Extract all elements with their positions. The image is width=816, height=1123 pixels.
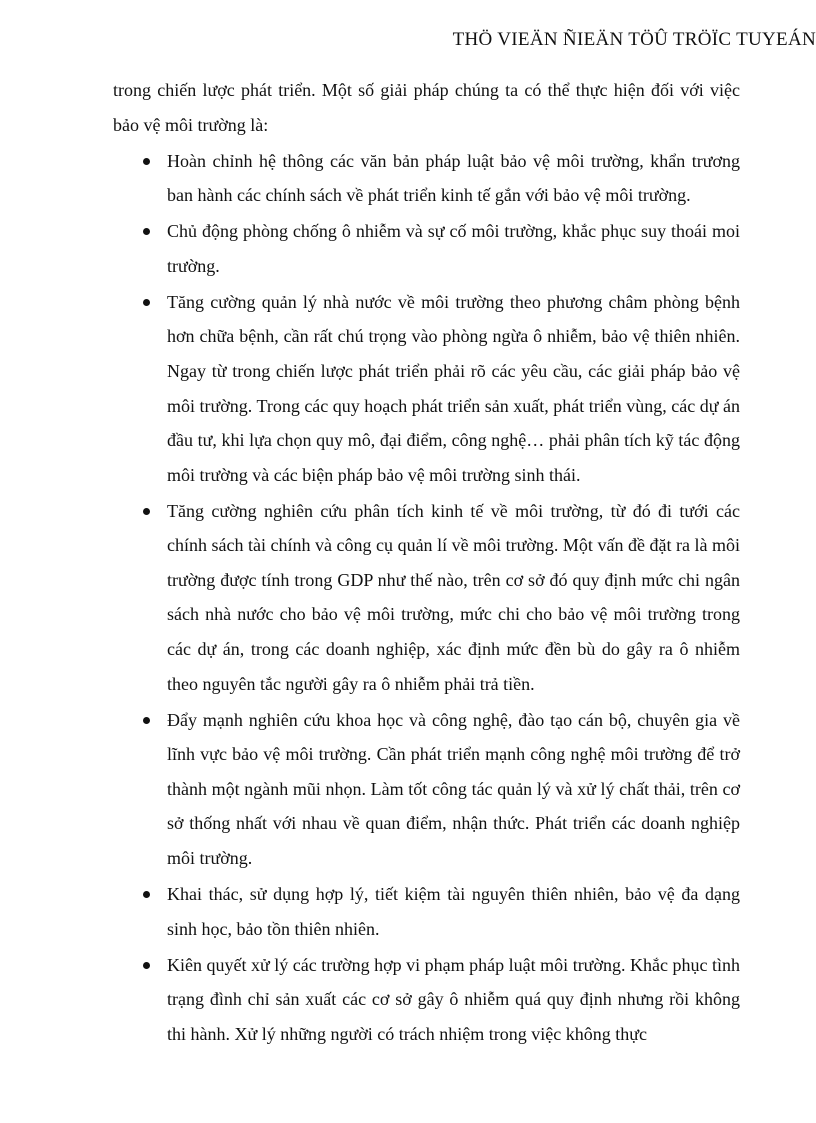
list-item [113, 214, 740, 283]
document-body [113, 73, 740, 1051]
list-item-text: Chủ động phòng chống ô nhiễm và sự cố môi trường, khắc phục suy thoái moi trường. [167, 221, 740, 276]
bullet-icon [143, 299, 150, 306]
list-item-text: Tăng cường quản lý nhà nước về môi trường theo phương châm phòng bệnh hơn chữa bệnh, cần rất chú trọng vào phòng ngừa ô nhiễm, bảo vệ thiên nhiên. Ngay từ trong chiến lược phát triển phải rõ các yêu cầu, các giải pháp bảo vệ môi trường. Trong các quy hoạch phát triển sản xuất, phát triển vùng, các dự án đầu tư, khi lựa chọn quy mô, đại điểm, công nghệ… phải phân tích kỹ tác động môi trường và các biện pháp bảo vệ môi trường sinh thái. [167, 291, 740, 485]
bullet-icon [143, 228, 150, 235]
list-item [113, 703, 740, 876]
list-item-text: Tăng cường nghiên cứu phân tích kinh tế về môi trường, từ đó đi tưới các chính sách tài chính và công cụ quản lí về môi trường. Một vấn đề đặt ra là môi trường được tính trong GDP như thế nào, trên cơ sở đó quy định mức chi ngân sách nhà nước cho bảo vệ môi trường, mức chi cho bảo vệ môi trường trong các dự án, trong các doanh nghiệp, xác định mức đền bù do gây ra ô nhiễm theo nguyên tắc người gây ra ô nhiễm phải trả tiền. [167, 500, 740, 694]
bullet-icon [143, 891, 150, 898]
bullet-icon [143, 717, 150, 724]
list-item [113, 144, 740, 213]
list-item [113, 877, 740, 946]
bullet-list [113, 144, 740, 1052]
list-item-text: Kiên quyết xử lý các trường hợp vi phạm pháp luật môi trường. Khắc phục tình trạng đình chỉ sản xuất các cơ sở gây ô nhiễm quá quy định nhưng rồi không thi hành. Xử lý những người có trách nhiệm trong việc không thực [167, 954, 740, 1044]
page-header: THÖ VIEÄN ÑIEÄN TÖÛ TRÖÏC TUYEÁN [452, 29, 816, 50]
bullet-icon [143, 508, 150, 515]
list-item-text: Hoàn chỉnh hệ thông các văn bản pháp luật bảo vệ môi trường, khẩn trương ban hành các chính sách về phát triển kinh tế gắn với bảo vệ môi trường. [167, 150, 740, 206]
list-item-text: Khai thác, sử dụng hợp lý, tiết kiệm tài nguyên thiên nhiên, bảo vệ đa dạng sinh học, bảo tồn thiên nhiên. [167, 884, 740, 939]
bullet-icon [143, 962, 150, 969]
list-item-text: Đẩy mạnh nghiên cứu khoa học và công nghệ, đào tạo cán bộ, chuyên gia về lĩnh vực bảo vệ môi trường. Cần phát triển mạnh công nghệ môi trường để trở thành một ngành mũi nhọn. Làm tốt công tác quản lý và xử lý chất thải, trên cơ sở thống nhất với nhau về quan điểm, nhận thức. Phát triển các doanh nghiệp môi trường. [167, 709, 740, 869]
list-item [113, 285, 740, 493]
list-item [113, 494, 740, 702]
intro-paragraph: trong chiến lược phát triển. Một số giải pháp chúng ta có thể thực hiện đối với việc bảo vệ môi trường là: [113, 80, 740, 135]
list-item [113, 948, 740, 1052]
bullet-icon [143, 158, 150, 165]
